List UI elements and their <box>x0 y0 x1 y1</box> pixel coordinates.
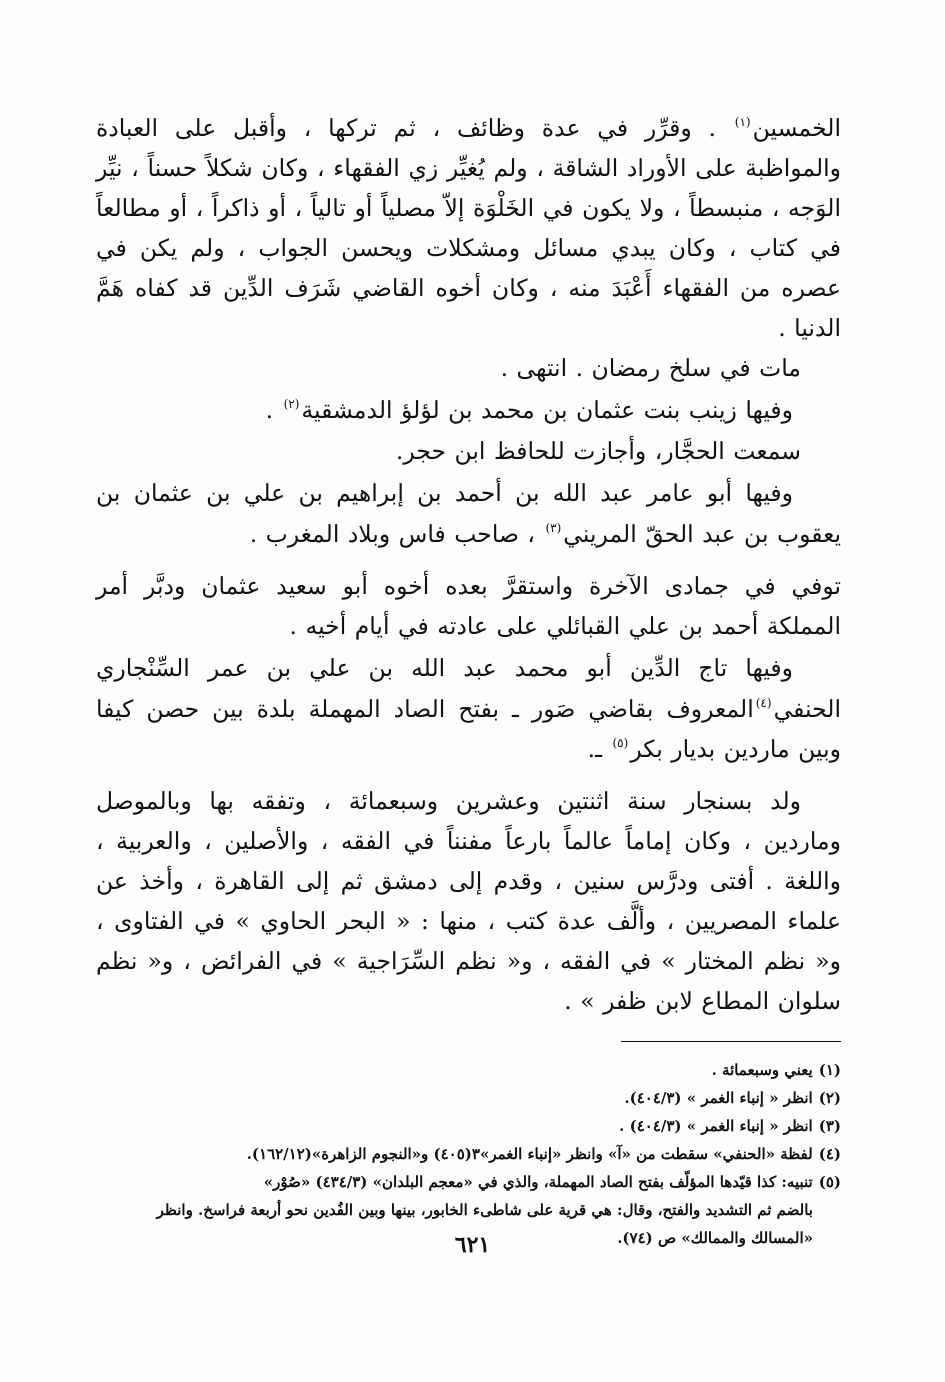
footnote-ref-3[interactable]: (٣) <box>545 521 562 535</box>
page-content <box>96 108 841 1252</box>
main-text <box>96 108 841 1021</box>
footnote-ref-1[interactable]: (١) <box>734 115 751 129</box>
entry-zaynab <box>96 390 841 431</box>
text: الخمسين <box>752 114 841 142</box>
footnote-ref-4[interactable]: (٤) <box>755 696 772 710</box>
entry-taj-aldin <box>96 648 841 769</box>
footnote-2 <box>96 1084 841 1112</box>
footnote-1 <box>96 1056 841 1084</box>
footnote-5 <box>96 1168 841 1196</box>
footnotes <box>96 1056 841 1252</box>
footnote-number: (٣) <box>818 1117 841 1135</box>
page-number: ٦٢١ <box>454 1232 491 1258</box>
footnote-text: يعني وسبعمائة . <box>711 1061 813 1079</box>
footnote-number: (٥) <box>818 1173 841 1191</box>
text: . <box>265 396 282 424</box>
footnote-text: انظر « إنباء الغمر » (٤٠٤/٣). <box>624 1089 813 1107</box>
footnote-text: لفظة «الحنفي» سقطت من «آ» وانظر «إنباء الغمر»٣(٤٠٥) و«النجوم الزاهرة»(١٦٢/١٢). <box>246 1145 813 1163</box>
footnote-text: انظر « إنباء الغمر » (٤٠٤/٣) . <box>619 1117 813 1135</box>
footnote-3 <box>96 1112 841 1140</box>
paragraph-4: سمعت الحجَّار، وأجازت للحافظ ابن حجر. <box>395 437 801 465</box>
text: ـ. <box>587 735 611 763</box>
text: وفيها تاج الدِّين أبو محمد عبد الله بن علي بن عمر السِّنْجاري الحنفي <box>96 654 841 723</box>
paragraph-1 <box>96 108 841 348</box>
footnote-number: (١) <box>818 1061 841 1079</box>
footnote-number: (٢) <box>818 1089 841 1107</box>
footnote-5-continued: بالضم ثم التشديد والفتح، وقال: هي قرية على شاطىء الخابور، بينها وبين الفُدين نحو أربعة فراسخ. وانظر «المسالك والممالك» ص (٧٤). <box>156 1201 813 1247</box>
text: . وقرِّر في عدة وظائف ، ثم تركها ، وأقبل على العبادة والمواظبة على الأوراد الشاقة ، ولم يُغيِّر زي الفقهاء ، وكان شكلاً حسناً ، نيِّر الوَجه ، منبسطاً ، ولا يكون في الخَلْوَة إلاّ مصلياً أو تالياً ، أو ذاكراً ، أو مطالعاً في كتاب ، وكان يبدي مسائل ومشكلات ويحسن الجواب ، ولم يكن في عصره من الفقهاء أَعْبَدَ منه ، وكان أخوه القاضي شَرَف الدِّين قد كفاه هَمَّ الدنيا . <box>96 114 841 342</box>
entry-abu-amir <box>96 473 841 554</box>
paragraph-6: توفي في جمادى الآخرة واستقرَّ بعده أخوه أبو سعيد عثمان ودبَّر أمر المملكة أحمد بن علي القبائلي على عادته في أيام أخيه . <box>96 572 841 640</box>
footnote-divider <box>621 1041 841 1042</box>
text: وفيها أبو عامر عبد الله بن أحمد بن إبراهيم بن علي بن عثمان بن يعقوب بن عبد الحقّ المريني <box>96 479 841 548</box>
text: المعروف بقاضي صَور ـ بفتح الصاد المهملة بلدة بين حصن كيفا وبين ماردين بديار بكر <box>96 695 841 763</box>
paragraph-2: مات في سلخ رمضان . انتهى . <box>500 354 801 382</box>
text: ، صاحب فاس وبلاد المغرب . <box>249 520 544 548</box>
text: وفيها زينب بنت عثمان بن محمد بن لؤلؤ الدمشقية <box>301 396 793 424</box>
footnote-text: تنبيه: كذا قيّدها المؤلّف بفتح الصاد المهملة، والذي في «معجم البلدان» (٤٣٤/٣) «صُوْر» <box>263 1173 813 1191</box>
footnote-4 <box>96 1140 841 1168</box>
footnote-ref-2[interactable]: (٢) <box>283 397 300 411</box>
paragraph-8: ولد بسنجار سنة اثنتين وعشرين وسبعمائة ، وتفقه بها وبالموصل وماردين ، وكان إماماً عالماً بارعاً مفنناً في الفقه ، والأصلين ، والعربية ، واللغة . أفتى ودرَّس سنين ، وقدم إلى دمشق ثم إلى القاهرة ، وأخذ عن علماء المصريين ، وألَّف عدة كتب ، منها : « البحر الحاوي » في الفتاوى ، و« نظم المختار » في الفقه ، و« نظم السِّرَاجية » في الفرائض ، و« نظم سلوان المطاع لابن ظفر » . <box>96 787 841 1015</box>
footnote-ref-5[interactable]: (٥) <box>612 736 629 750</box>
footnote-number: (٤) <box>818 1145 841 1163</box>
